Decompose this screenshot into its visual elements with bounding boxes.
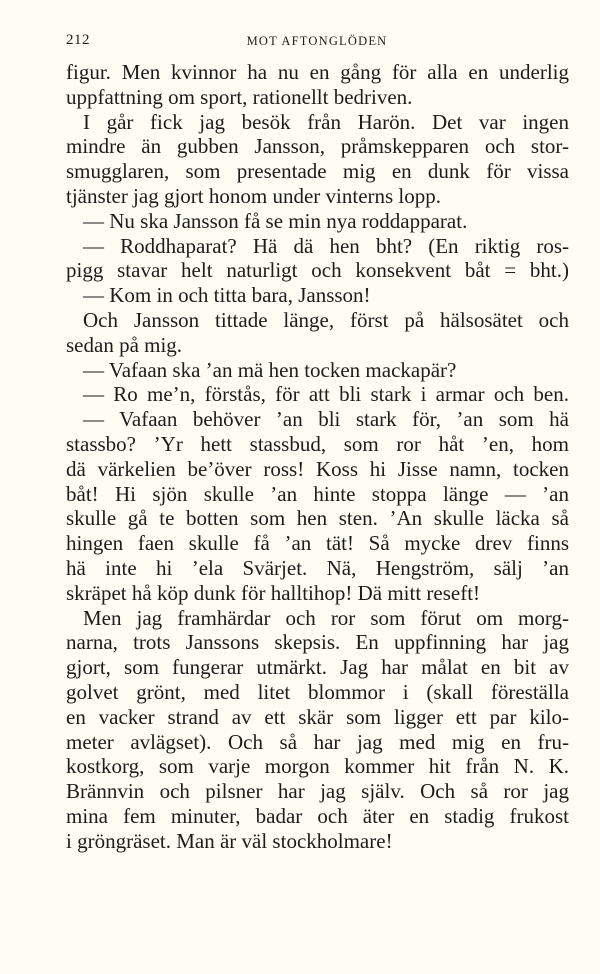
running-title: MOT AFTONGLÖDEN xyxy=(246,34,388,48)
text-line: — Kom in och titta bara, Jansson! xyxy=(83,283,371,308)
text-line: i gröngräset. Man är väl stockholmare! xyxy=(66,828,393,853)
text-line: dä värkelien be’över ross! Koss hi Jisse namn, tocken xyxy=(66,456,569,481)
text-line: golvet grönt, med litet blommor i (skall föreställa xyxy=(66,679,569,704)
text-line: pigg stavar helt naturligt och konsekvent båt = bht.) xyxy=(66,258,569,283)
text-line: meter avlägset). Och så har jag med mig en fru- xyxy=(66,729,569,754)
page-number: 212 xyxy=(66,32,90,48)
text-line: narna, trots Janssons skepsis. En uppfinning har jag xyxy=(66,630,569,655)
text-line: Men jag framhärdar och ror som förut om morg- xyxy=(83,605,569,630)
body-text xyxy=(66,60,569,854)
text-line: — Ro me’n, förstås, för att bli stark i armar och ben. xyxy=(83,382,569,407)
running-head xyxy=(66,32,568,52)
text-line: — Vafaan ska ’an mä hen tocken mackapär? xyxy=(83,357,457,382)
text-line: figur. Men kvinnor ha nu en gång för alla en underlig xyxy=(66,60,569,84)
text-line: mina fem minuter, badar och äter en stadig frukost xyxy=(66,803,569,828)
text-line: smugglaren, som presentade mig en dunk för vissa xyxy=(66,159,569,184)
text-line: I går fick jag besök från Harön. Det var ingen xyxy=(83,109,569,134)
text-line: skulle gå te botten som hen sten. ’An skulle läcka så xyxy=(66,506,569,531)
text-line: Och Jansson tittade länge, först på hälsosätet och xyxy=(83,307,569,332)
text-line: mindre än gubben Jansson, pråmskepparen och stor- xyxy=(66,134,569,159)
text-line: båt! Hi sjön skulle ’an hinte stoppa länge — ’an xyxy=(66,481,569,506)
text-line: hingen faen skulle få ’an tät! Så mycke drev finns xyxy=(66,531,569,556)
text-line: hä inte hi ’ela Svärjet. Nä, Hengström, sälj ’an xyxy=(66,555,569,580)
text-line: sedan på mig. xyxy=(66,332,183,357)
text-line: — Roddhaparat? Hä dä hen bht? (En riktig ros- xyxy=(83,233,569,258)
text-line: stassbo? ’Yr hett stassbud, som ror håt ’en, hom xyxy=(66,431,569,456)
text-line: — Nu ska Jansson få se min nya roddapparat. xyxy=(83,208,468,233)
text-line: — Vafaan behöver ’an bli stark för, ’an som hä xyxy=(83,407,569,432)
text-line: skräpet hå köp dunk för halltihop! Dä mitt reseft! xyxy=(66,580,481,605)
text-line: Brännvin och pilsner har jag själv. Och så ror jag xyxy=(66,779,569,804)
text-line: en vacker strand av ett skär som ligger ett par kilo- xyxy=(66,704,569,729)
text-line: tjänster jag gjort honom under vinterns lopp. xyxy=(66,183,442,208)
text-line: kostkorg, som varje morgon kommer hit från N. K. xyxy=(66,754,569,779)
text-line: uppfattning om sport, rationellt bedriven. xyxy=(66,84,413,109)
text-line: gjort, som fungerar utmärkt. Jag har målat en bit av xyxy=(66,655,569,680)
